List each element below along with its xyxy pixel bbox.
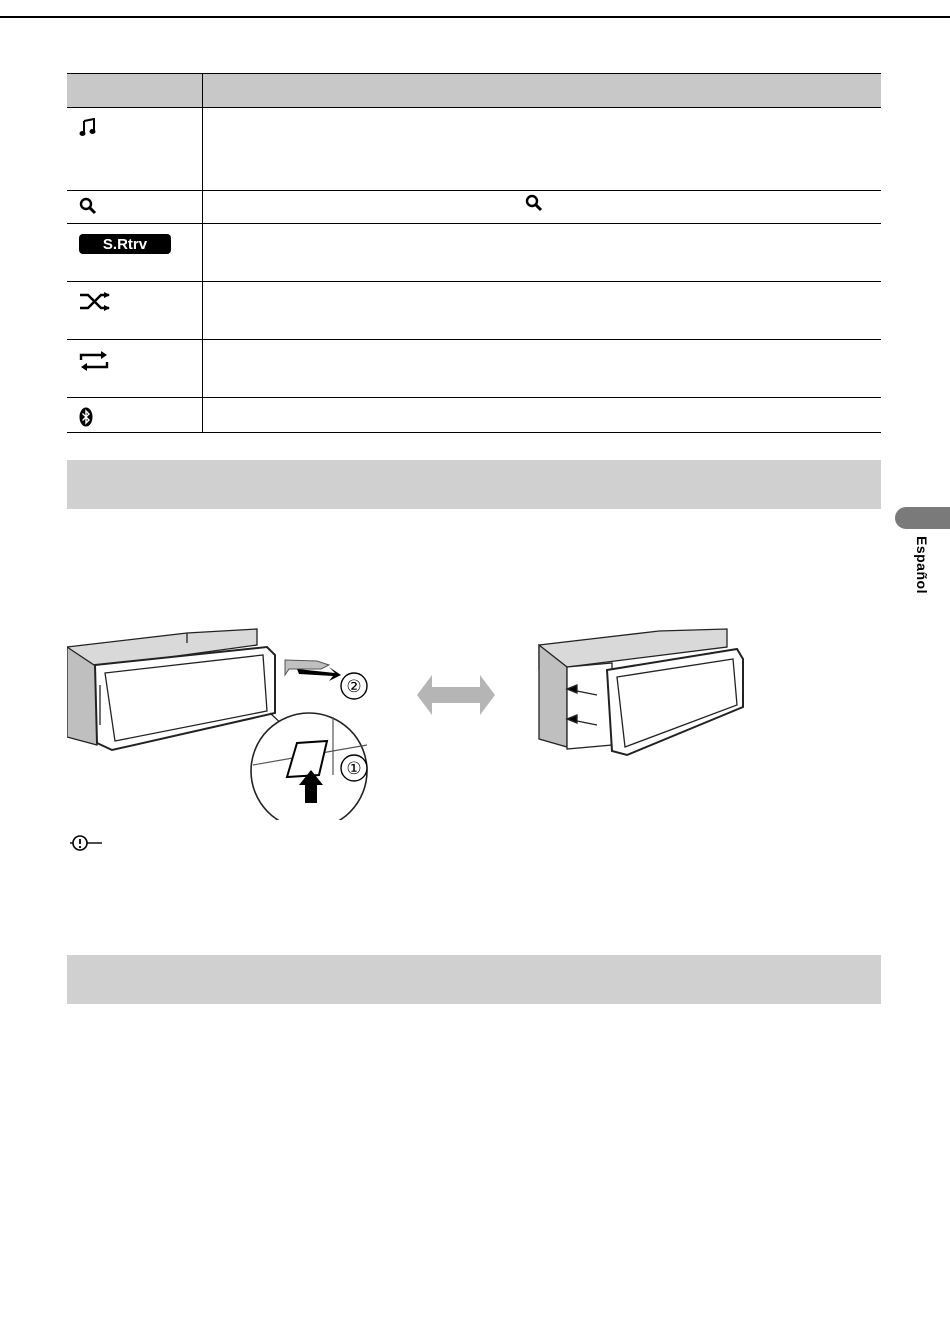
table-cell-text: [203, 398, 882, 433]
table-row: [67, 191, 881, 224]
table-cell-text: [203, 224, 882, 282]
table-header-cell-icon: [67, 74, 203, 108]
svg-text:S.Rtrv: S.Rtrv: [102, 236, 148, 253]
unit-attach-drawing: [539, 629, 743, 755]
double-arrow: [417, 675, 495, 715]
table-cell-text: [203, 108, 882, 191]
search-icon: [79, 197, 97, 215]
repeat-icon: [79, 350, 109, 372]
header-rule: [0, 0, 950, 22]
svg-text:②: ②: [346, 677, 362, 696]
section-heading-bar: [67, 955, 881, 1004]
table-cell-text: [203, 282, 882, 340]
language-tab-marker: [895, 507, 950, 529]
step-1-marker: [341, 755, 367, 781]
table-row: [67, 108, 881, 191]
step-2-marker: [341, 673, 367, 699]
table-row: [67, 398, 881, 433]
section-heading-bar: [67, 460, 881, 509]
s-rtrv-badge: [79, 234, 171, 254]
table-row: [67, 282, 881, 340]
table-row: [67, 224, 881, 282]
table-cell-text: [203, 340, 882, 398]
table-row: [67, 340, 881, 398]
bluetooth-icon: [79, 407, 93, 427]
detach-arrow: [285, 660, 341, 681]
important-note-icon: [70, 834, 104, 852]
svg-text:①: ①: [346, 759, 362, 778]
unit-detach-drawing: [67, 629, 275, 750]
table-header: [67, 74, 881, 108]
shuffle-icon: [79, 292, 111, 312]
music-note-icon: [79, 118, 97, 138]
search-icon: [525, 194, 543, 212]
table-header-cell-description: [203, 74, 882, 108]
icon-table: [67, 73, 881, 433]
faceplate-illustration: [67, 625, 757, 820]
language-tab-label: Español: [914, 536, 930, 594]
